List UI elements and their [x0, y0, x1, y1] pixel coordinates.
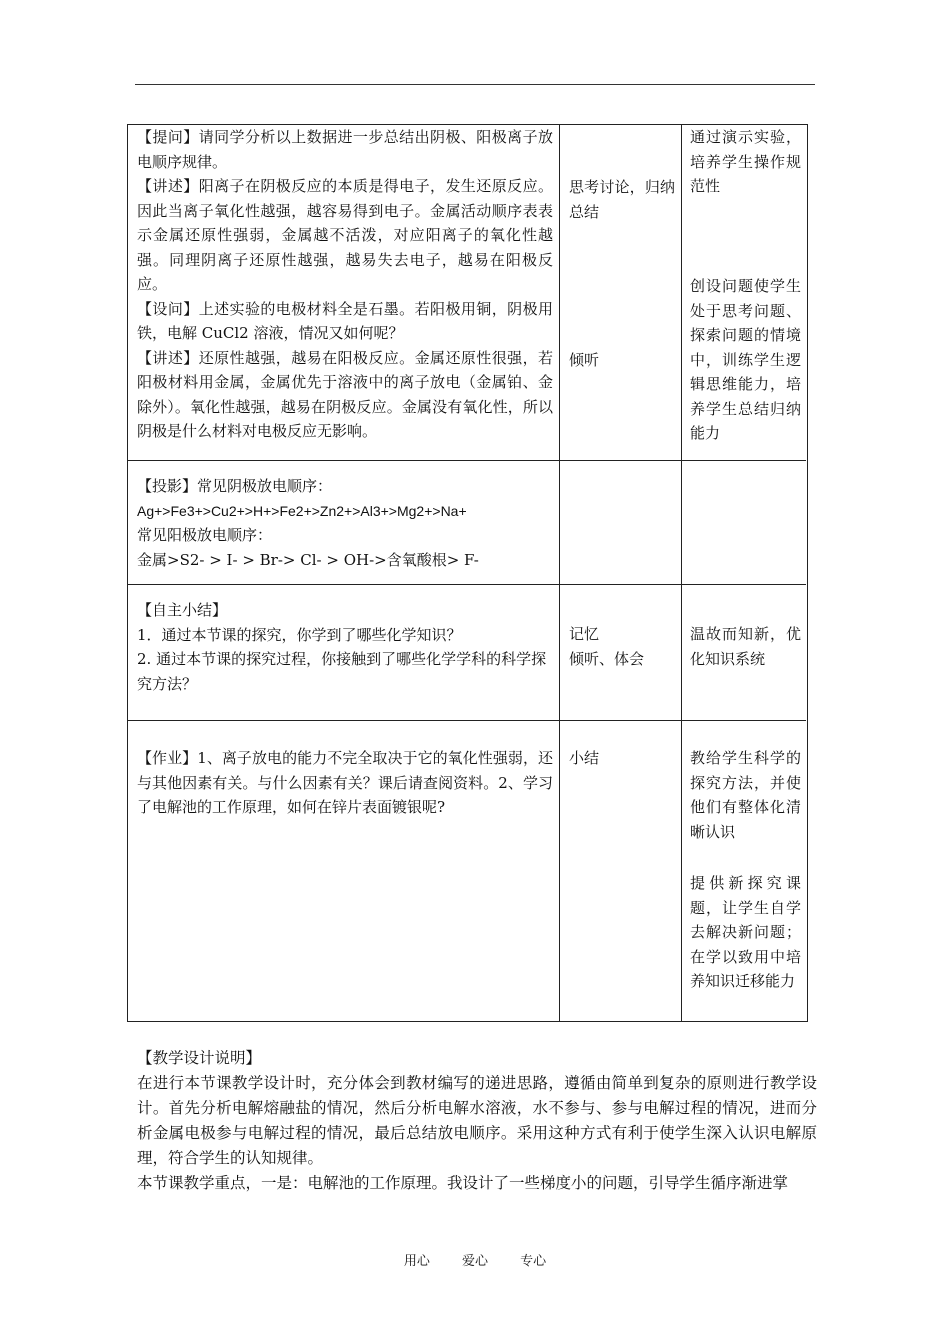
row1-design-intent-2: 创设问题使学生处于思考问题、探索问题的情境中，训练学生逻辑思维能力，培养学生总结归纳能力 — [690, 277, 801, 442]
row2-content — [137, 474, 553, 572]
design-note-paragraph-2: 本节课教学重点，一是：电解池的工作原理。我设计了一些梯度小的问题，引导学生循序渐进掌 — [137, 1174, 789, 1192]
design-note — [137, 1046, 817, 1196]
summary-item-1: 1．通过本节课的探究，你学到了哪些化学知识？ — [137, 625, 462, 644]
footer-word-3: 专心 — [520, 1254, 547, 1269]
row4-student-activity: 小结 — [569, 749, 600, 767]
student-activity-memory: 记忆 — [569, 625, 600, 643]
footer-word-2: 爱心 — [461, 1254, 488, 1269]
anode-heading: 常见阳极放电顺序： — [137, 526, 273, 544]
row4-homework: 【作业】1、离子放电的能力不完全取决于它的氧化性强弱，还与其他因素有关。与什么因素有关？课后请查阅资料。2、学习了电解池的工作原理，如何在锌片表面镀银呢? — [137, 749, 553, 816]
row1-design-intent-1: 通过演示实验，培养学生操作规范性 — [690, 128, 801, 195]
projection-heading: 【投影】常见阴极放电顺序： — [137, 477, 333, 495]
footer-word-1: 用心 — [403, 1254, 430, 1269]
design-note-heading: 【教学设计说明】 — [137, 1049, 262, 1067]
anode-discharge-order: 金属>S2- > I- > Br-> Cl- > OH->含氧酸根> F- — [137, 550, 479, 569]
cathode-discharge-order: Ag+>Fe3+>Cu2+>H+>Fe2+>Zn2+>Al3+>Mg2+>Na+ — [137, 502, 467, 519]
row3-content — [137, 598, 553, 696]
row3-student-activity — [569, 622, 675, 671]
row3-design-intent: 温故而知新，优化知识系统 — [690, 625, 801, 668]
header-rule — [135, 84, 815, 85]
explanation-paragraph-2: 【讲述】还原性越强，越易在阳极反应。金属还原性很强，若阳极材料用金属，金属优先于溶液中的离子放电（金属铂、金除外）。氧化性越强，越易在阴极反应。金属没有氧化性，所以阴极是什么材料对电极反应无影响。 — [137, 348, 553, 440]
design-note-paragraph-1: 在进行本节课教学设计时，充分体会到教材编写的递进思路，遵循由简单到复杂的原则进行教学设计。首先分析电解熔融盐的情况，然后分析电解水溶液，水不参与、参与电解过程的情况，进而分析金属电极参与电解过程的情况，最后总结放电顺序。采用这种方式有利于使学生深入认识电解原理，符合学生的认知规律。 — [137, 1074, 817, 1167]
hypothetical-question-paragraph: 【设问】上述实验的电极材料全是石墨。若阳极用铜，阴极用铁，电解 CuCl2 溶液，情况又如何呢？ — [137, 299, 553, 342]
row1-student-activity-1: 思考讨论，归纳总结 — [569, 178, 675, 221]
row4-design-intent-2: 提供新探究课题，让学生自学去解决新问题；在学以致用中培养知识迁移能力 — [690, 874, 801, 990]
row1-content — [137, 125, 553, 444]
summary-heading: 【自主小结】 — [137, 601, 228, 619]
summary-item-2: 2. 通过本节课的探究过程，你接触到了哪些化学学科的科学探究方法？ — [137, 650, 547, 693]
student-activity-listen: 倾听、体会 — [569, 649, 645, 668]
page-footer — [0, 1250, 950, 1269]
row1-student-activity-2: 倾听 — [569, 351, 600, 369]
question-paragraph: 【提问】请同学分析以上数据进一步总结出阴极、阳极离子放电顺序规律。 — [137, 128, 553, 171]
explanation-paragraph: 【讲述】阳离子在阴极反应的本质是得电子，发生还原反应。因此当离子氧化性越强，越容易得到电子。金属活动顺序表表示金属还原性强弱，金属越不活泼，对应阳离子的氧化性越强。同理阴离子还原性越强，越易失去电子，越易在阳极反应。 — [137, 177, 553, 293]
row4-design-intent-1: 教给学生科学的探究方法，并使他们有整体化清晰认识 — [690, 749, 801, 841]
